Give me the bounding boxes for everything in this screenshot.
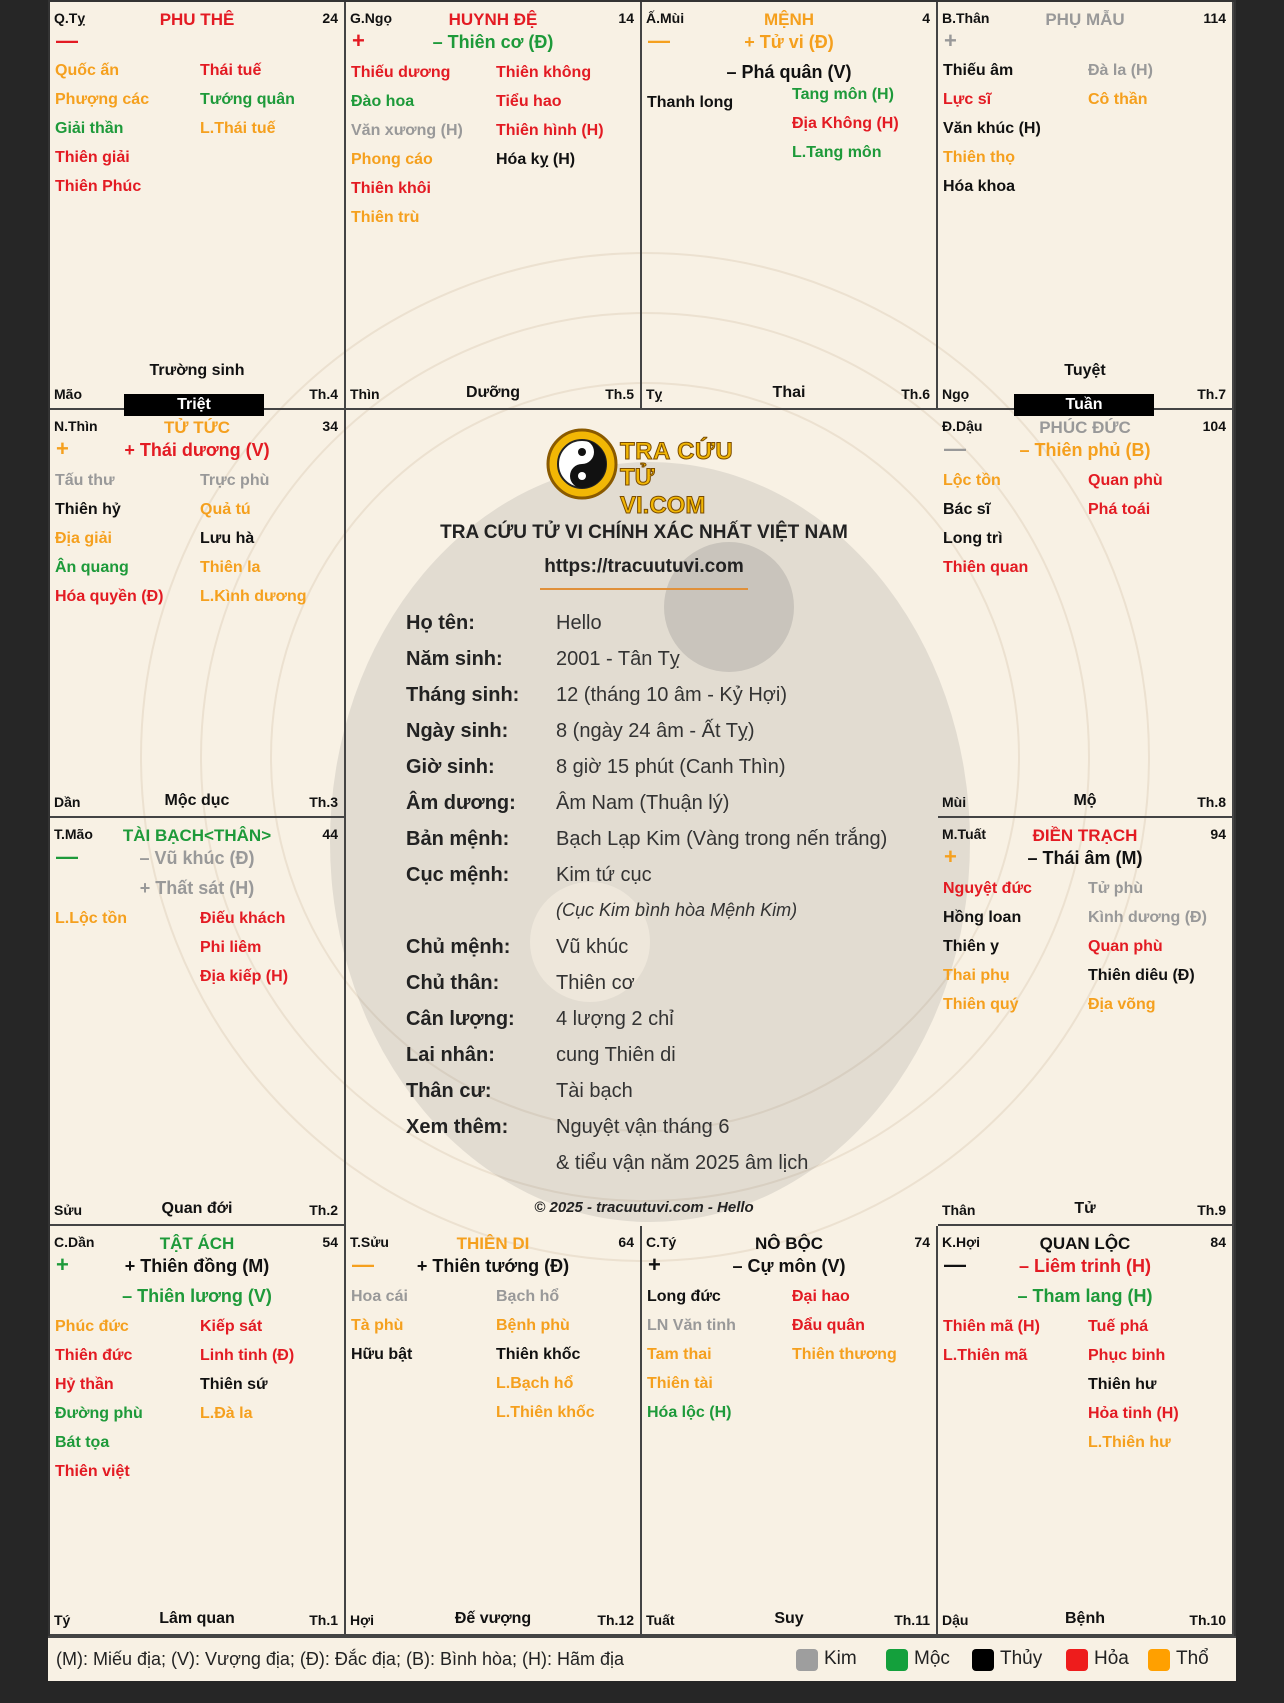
- info-value: Thiên cơ: [556, 972, 635, 994]
- main-star: – Phá quân (V): [726, 62, 852, 82]
- minor-star: LN Văn tinh: [647, 1317, 736, 1334]
- legend-swatch: [972, 1649, 994, 1671]
- minor-star: Điếu khách: [200, 910, 286, 927]
- minor-star: Thiên đức: [55, 1347, 133, 1364]
- palace-p-suu[interactable]: [346, 1226, 642, 1636]
- minor-star: Phong cáo: [351, 151, 433, 168]
- minor-star: Giải thần: [55, 120, 124, 137]
- palace-can-chi: G.Ngọ: [350, 10, 392, 26]
- minor-star: Thiên hình (H): [496, 122, 604, 139]
- palace-age: 104: [1202, 418, 1226, 434]
- legend-swatch: [1066, 1649, 1088, 1671]
- minor-star: Bát tọa: [55, 1434, 110, 1451]
- palace-name: QUAN LỘC: [1039, 1234, 1131, 1253]
- minor-star: Thiên trù: [351, 209, 420, 226]
- minor-star: Địa Không (H): [792, 115, 899, 132]
- yin-yang-sign: —: [352, 1252, 374, 1277]
- tuan-bar: Tuần: [1014, 394, 1154, 416]
- minor-star: Đào hoa: [351, 93, 415, 110]
- minor-star: Thai phụ: [943, 967, 1010, 984]
- palace-number: Th.10: [1189, 1612, 1226, 1628]
- minor-star: Đại hao: [792, 1288, 850, 1305]
- palace-stage: Thai: [772, 384, 806, 401]
- main-star: + Thất sát (H): [139, 878, 255, 898]
- info-label: Bản mệnh:: [406, 828, 510, 850]
- minor-star: Long trì: [943, 530, 1003, 547]
- minor-star: Văn khúc (H): [943, 120, 1041, 137]
- legend-label: Mộc: [914, 1648, 950, 1669]
- minor-star: L.Thiên mã: [943, 1347, 1028, 1364]
- palace-branch: Ngọ: [942, 386, 970, 402]
- main-star: – Vũ khúc (Đ): [139, 848, 255, 868]
- info-value: 12 (tháng 10 âm - Kỷ Hợi): [556, 684, 787, 706]
- main-star: + Thái dương (V): [124, 440, 270, 460]
- minor-star: Thiên việt: [55, 1463, 130, 1480]
- palace-stage: Đế vượng: [454, 1610, 532, 1627]
- info-label: Cân lượng:: [406, 1008, 515, 1030]
- palace-stage: Trường sinh: [149, 362, 245, 379]
- site-logo[interactable]: [544, 428, 744, 519]
- palace-p-ngo[interactable]: [346, 2, 642, 410]
- palace-age: 114: [1203, 10, 1226, 26]
- minor-star: Thanh long: [647, 94, 734, 111]
- minor-star: Hóa kỵ (H): [496, 151, 576, 168]
- palace-stage: Tử: [1074, 1200, 1096, 1217]
- minor-star: Thiên quan: [943, 559, 1029, 576]
- info-value: 4 lượng 2 chỉ: [556, 1008, 674, 1030]
- palace-number: Th.11: [894, 1612, 930, 1628]
- palace-branch: Tuất: [646, 1612, 675, 1628]
- minor-star: Linh tinh (Đ): [200, 1347, 295, 1364]
- palace-can-chi: C.Dần: [54, 1234, 95, 1250]
- yin-yang-sign: +: [648, 1252, 661, 1277]
- minor-star: Ân quang: [55, 559, 129, 576]
- palace-number: Th.1: [309, 1612, 338, 1628]
- palace-number: Th.7: [1197, 386, 1226, 402]
- minor-star: L.Tang môn: [792, 144, 882, 161]
- minor-star: Hồng loan: [943, 909, 1022, 926]
- info-value: 2001 - Tân Tỵ: [556, 648, 680, 670]
- palace-stage: Mộc dục: [164, 792, 230, 809]
- legend-swatch: [1148, 1649, 1170, 1671]
- palace-name: TẬT ÁCH: [159, 1234, 235, 1253]
- info-value: Âm Nam (Thuận lý): [556, 792, 730, 814]
- palace-stage: Dưỡng: [465, 384, 521, 401]
- minor-star: Thiên sứ: [200, 1376, 268, 1393]
- info-value: Kim tứ cục: [556, 864, 652, 886]
- main-star: + Thiên đồng (M): [124, 1256, 270, 1276]
- main-star: – Tham lang (H): [1017, 1286, 1153, 1306]
- main-star: – Cự môn (V): [732, 1256, 846, 1276]
- palace-age: 24: [322, 10, 338, 26]
- minor-star: L.Thiên hư: [1088, 1434, 1171, 1451]
- minor-star: Hoa cái: [351, 1288, 408, 1305]
- logo-text-2: TỬ VI.COM: [620, 464, 706, 519]
- minor-star: Trực phù: [200, 472, 270, 489]
- main-star: – Thiên cơ (Đ): [432, 32, 554, 52]
- palace-stage: Tuyệt: [1064, 362, 1106, 379]
- minor-star: L.Đà la: [200, 1405, 253, 1422]
- palace-name: MỆNH: [763, 10, 815, 29]
- palace-name: TÀI BẠCH<THÂN>: [122, 826, 272, 845]
- info-value: & tiểu vận năm 2025 âm lịch: [556, 1152, 809, 1174]
- palace-branch: Mão: [54, 386, 82, 402]
- logo-text-1: TRA CỨU: [620, 438, 734, 465]
- yin-yang-sign: +: [56, 436, 69, 461]
- palace-p-dau[interactable]: [938, 410, 1234, 818]
- minor-star: Địa giải: [55, 530, 112, 547]
- palace-age: 14: [618, 10, 634, 26]
- palace-stage: Quan đới: [161, 1200, 233, 1217]
- yin-yang-sign: +: [56, 1252, 69, 1277]
- palace-name: HUYNH ĐỆ: [448, 10, 538, 29]
- palace-branch: Thìn: [350, 386, 380, 402]
- palace-branch: Dậu: [942, 1612, 969, 1628]
- palace-name: TỬ TỨC: [164, 418, 230, 437]
- info-label: Chủ thân:: [406, 972, 500, 994]
- palace-can-chi: K.Hợi: [942, 1234, 980, 1250]
- main-star: – Thái âm (M): [1027, 848, 1143, 868]
- site-url[interactable]: https://tracuutuvi.com: [544, 556, 744, 577]
- info-value: cung Thiên di: [556, 1044, 676, 1066]
- minor-star: Quan phù: [1088, 938, 1163, 955]
- palace-age: 64: [618, 1234, 634, 1250]
- minor-star: Bác sĩ: [943, 501, 991, 518]
- palace-age: 94: [1210, 826, 1226, 842]
- minor-star: Thiên không: [496, 64, 592, 81]
- minor-star: Phi liêm: [200, 939, 262, 956]
- url-underline: [540, 588, 748, 590]
- minor-star: Thiên y: [943, 938, 1000, 955]
- legend-swatch: [796, 1649, 818, 1671]
- minor-star: Quan phù: [1088, 472, 1163, 489]
- minor-star: Thiên thọ: [943, 149, 1015, 166]
- info-value: Bạch Lạp Kim (Vàng trong nến trắng): [556, 828, 888, 850]
- legend-label: Hỏa: [1094, 1648, 1129, 1669]
- palace-p-hoi[interactable]: [938, 1226, 1234, 1636]
- minor-star: Văn xương (H): [351, 122, 463, 139]
- minor-star: Thiên giải: [55, 149, 130, 166]
- minor-star: Kiếp sát: [200, 1318, 263, 1335]
- palace-branch: Hợi: [350, 1612, 374, 1628]
- yin-yang-sign: —: [944, 436, 966, 461]
- palace-p-mao[interactable]: [50, 818, 346, 1226]
- minor-star: Tam thai: [647, 1346, 712, 1363]
- palace-name: NÔ BỘC: [755, 1234, 823, 1253]
- palace-number: Th.2: [309, 1202, 338, 1218]
- minor-star: Phượng các: [55, 91, 150, 108]
- info-value: (Cục Kim bình hòa Mệnh Kim): [556, 900, 798, 920]
- minor-star: Đường phù: [55, 1405, 143, 1422]
- minor-star: Địa kiếp (H): [200, 968, 289, 985]
- main-star: – Thiên lương (V): [122, 1286, 272, 1306]
- minor-star: Thiên Phúc: [55, 178, 142, 195]
- palace-age: 54: [322, 1234, 338, 1250]
- palace-number: Th.4: [309, 386, 338, 402]
- palace-name: PHỤ MẪU: [1045, 10, 1125, 29]
- minor-star: Cô thần: [1088, 91, 1148, 108]
- minor-star: Hỷ thần: [55, 1376, 114, 1393]
- minor-star: Thiếu dương: [351, 64, 451, 81]
- palace-number: Th.3: [309, 794, 338, 810]
- palace-p-mui[interactable]: [642, 2, 938, 410]
- palace-stage: Lâm quan: [159, 1610, 235, 1627]
- palace-can-chi: T.Sửu: [350, 1234, 389, 1250]
- legend-label: Thủy: [1000, 1648, 1043, 1669]
- minor-star: Thiên khốc: [496, 1346, 581, 1363]
- palace-can-chi: Ấ.Mùi: [646, 10, 685, 26]
- palace-age: 84: [1210, 1234, 1226, 1250]
- info-label: Năm sinh:: [406, 648, 503, 670]
- palace-branch: Dần: [54, 794, 81, 810]
- legend-swatch: [886, 1649, 908, 1671]
- info-label: Lai nhân:: [406, 1044, 495, 1066]
- triet-bar: Triệt: [124, 394, 264, 416]
- minor-star: Hữu bật: [351, 1346, 413, 1363]
- yin-yang-sign: +: [944, 844, 957, 869]
- palace-stage: Bệnh: [1065, 1610, 1105, 1627]
- info-value: Tài bạch: [556, 1080, 633, 1102]
- minor-star: L.Kình dương: [200, 588, 307, 605]
- minor-star: Thiên mã (H): [943, 1318, 1040, 1335]
- minor-star: Lưu hà: [200, 530, 255, 547]
- palace-p-dan[interactable]: [50, 1226, 346, 1636]
- minor-star: Phúc đức: [55, 1318, 129, 1335]
- palace-name: PHÚC ĐỨC: [1039, 418, 1131, 437]
- palace-age: 74: [914, 1234, 930, 1250]
- minor-star: Tiểu hao: [496, 93, 562, 110]
- palace-can-chi: B.Thân: [942, 10, 990, 26]
- legend-label: Thổ: [1176, 1648, 1209, 1669]
- palace-p-tuat[interactable]: [938, 818, 1234, 1226]
- legend-abbrev: (M): Miếu địa; (V): Vượng địa; (Đ): Đắc địa; (B): Bình hòa; (H): Hãm địa: [56, 1649, 625, 1669]
- minor-star: Long đức: [647, 1288, 721, 1305]
- info-label: Xem thêm:: [406, 1116, 509, 1138]
- main-star: + Tử vi (Đ): [744, 32, 834, 52]
- minor-star: Thiên la: [200, 559, 261, 576]
- palace-p-than[interactable]: [938, 2, 1234, 410]
- info-label: Giờ sinh:: [406, 756, 495, 778]
- palace-number: Th.9: [1197, 1202, 1226, 1218]
- info-label: Ngày sinh:: [406, 720, 509, 742]
- palace-name: ĐIỀN TRẠCH: [1032, 826, 1138, 845]
- palace-age: 34: [322, 418, 338, 434]
- palace-can-chi: T.Mão: [54, 826, 93, 842]
- yin-yang-sign: +: [352, 28, 365, 53]
- minor-star: Đẩu quân: [792, 1317, 865, 1334]
- minor-star: Quốc ấn: [55, 62, 120, 79]
- minor-star: Phục binh: [1088, 1347, 1166, 1364]
- info-label: Cục mệnh:: [406, 864, 510, 886]
- minor-star: Thái tuế: [200, 62, 262, 79]
- yin-yang-sign: —: [944, 1252, 966, 1277]
- info-value: Hello: [556, 612, 602, 634]
- minor-star: Bạch hổ: [496, 1288, 560, 1305]
- minor-star: Kình dương (Đ): [1088, 909, 1207, 926]
- minor-star: L.Thái tuế: [200, 120, 276, 137]
- minor-star: Bệnh phù: [496, 1317, 570, 1334]
- minor-star: Tướng quân: [200, 91, 295, 108]
- minor-star: Thiên hỷ: [55, 501, 121, 518]
- minor-star: Tấu thư: [55, 472, 115, 489]
- minor-star: Hóa khoa: [943, 178, 1016, 195]
- minor-star: Hóa lộc (H): [647, 1404, 732, 1421]
- palace-can-chi: Đ.Dậu: [942, 418, 983, 434]
- main-star: – Thiên phủ (B): [1019, 440, 1151, 460]
- yin-yang-sign: —: [56, 28, 78, 53]
- palace-name: THIÊN DI: [456, 1234, 530, 1253]
- palace-can-chi: N.Thìn: [54, 418, 98, 434]
- info-label: Tháng sinh:: [406, 684, 520, 706]
- yin-yang-sign: —: [648, 28, 670, 53]
- palace-branch: Tý: [54, 1612, 71, 1628]
- legend-label: Kim: [824, 1648, 857, 1669]
- minor-star: Lực sĩ: [943, 91, 992, 108]
- palace-can-chi: C.Tý: [646, 1234, 677, 1250]
- palace-number: Th.12: [597, 1612, 634, 1628]
- palace-branch: Tỵ: [646, 386, 663, 402]
- minor-star: Quả tú: [200, 501, 251, 518]
- palace-number: Th.6: [901, 386, 930, 402]
- palace-p-thin[interactable]: [50, 410, 346, 818]
- palace-branch: Mùi: [942, 794, 967, 810]
- legend-bar: [48, 1636, 1236, 1681]
- yin-yang-sign: —: [56, 844, 78, 869]
- center-title: TRA CỨU TỬ VI CHÍNH XÁC NHẤT VIỆT NAM: [440, 522, 848, 543]
- palace-branch: Sửu: [54, 1202, 83, 1218]
- palace-stage: Mộ: [1073, 792, 1097, 809]
- info-value: Nguyệt vận tháng 6: [556, 1116, 730, 1138]
- minor-star: L.Thiên khốc: [496, 1404, 595, 1421]
- minor-star: Tử phù: [1088, 880, 1144, 897]
- info-value: 8 giờ 15 phút (Canh Thìn): [556, 756, 786, 778]
- minor-star: L.Lộc tồn: [55, 910, 127, 927]
- minor-star: Đà la (H): [1088, 62, 1153, 79]
- palace-age: 44: [322, 826, 338, 842]
- palace-can-chi: M.Tuất: [942, 826, 987, 842]
- palace-number: Th.5: [605, 386, 634, 402]
- info-label: Thân cư:: [406, 1080, 492, 1102]
- minor-star: Tuế phá: [1088, 1318, 1149, 1335]
- info-value: Vũ khúc: [556, 936, 629, 958]
- minor-star: Tà phù: [351, 1317, 404, 1334]
- minor-star: Thiên quý: [943, 996, 1019, 1013]
- info-label: Chủ mệnh:: [406, 936, 511, 958]
- minor-star: Hóa quyền (Đ): [55, 588, 164, 605]
- info-value: 8 (ngày 24 âm - Ất Tỵ): [556, 720, 755, 742]
- minor-star: Thiên tài: [647, 1375, 713, 1392]
- minor-star: Thiên khôi: [351, 180, 431, 197]
- palace-number: Th.8: [1197, 794, 1226, 810]
- info-label: Âm dương:: [406, 792, 516, 814]
- palace-branch: Thân: [942, 1202, 976, 1218]
- minor-star: Tang môn (H): [792, 86, 894, 103]
- minor-star: Thiếu âm: [943, 62, 1014, 79]
- minor-star: Địa võng: [1088, 996, 1156, 1013]
- main-star: + Thiên tướng (Đ): [416, 1256, 570, 1276]
- palace-p-ty[interactable]: [50, 2, 346, 410]
- minor-star: Thiên hư: [1088, 1376, 1157, 1393]
- minor-star: Nguyệt đức: [943, 880, 1032, 897]
- yin-yang-sign: +: [944, 28, 957, 53]
- minor-star: Hỏa tinh (H): [1088, 1405, 1179, 1422]
- palace-p-tys[interactable]: [642, 1226, 938, 1636]
- main-star: – Liêm trinh (H): [1018, 1256, 1151, 1276]
- minor-star: Lộc tồn: [943, 472, 1001, 489]
- info-label: Họ tên:: [406, 612, 475, 634]
- copyright: © 2025 - tracuutuvi.com - Hello: [534, 1199, 754, 1216]
- palace-can-chi: Q.Tỵ: [54, 10, 86, 26]
- palace-age: 4: [922, 10, 930, 26]
- minor-star: Thiên diêu (Đ): [1088, 967, 1195, 984]
- minor-star: Phá toái: [1088, 501, 1151, 518]
- minor-star: Thiên thương: [792, 1346, 897, 1363]
- palace-stage: Suy: [774, 1610, 804, 1627]
- minor-star: L.Bạch hổ: [496, 1375, 574, 1392]
- palace-name: PHU THÊ: [159, 10, 235, 29]
